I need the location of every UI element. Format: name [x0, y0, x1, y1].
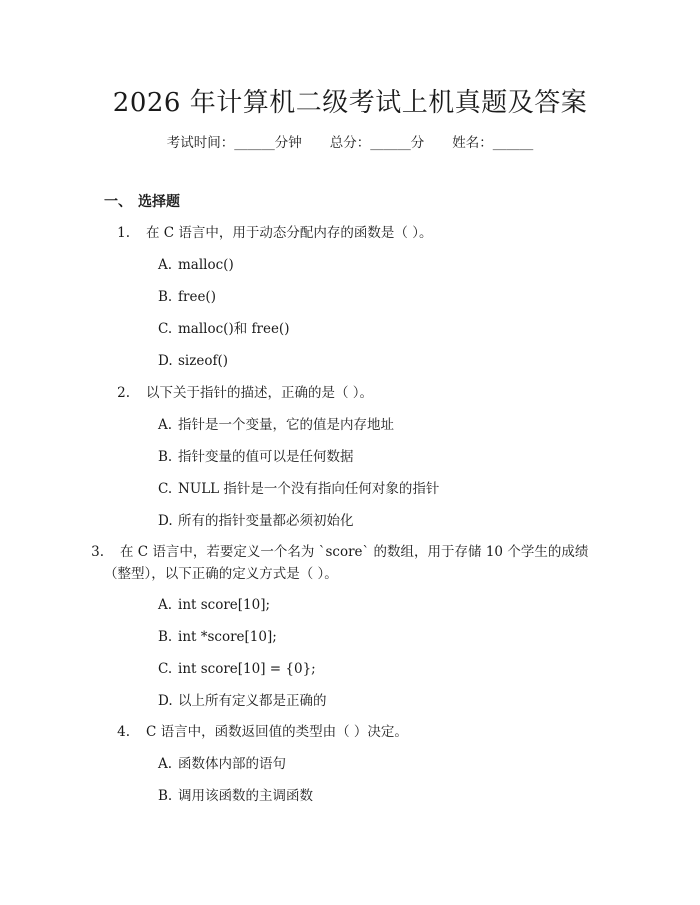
option-letter: B. [158, 629, 173, 645]
option-text: int score[10]; [178, 597, 271, 613]
option-letter: B. [158, 788, 173, 804]
option-letter: A. [158, 257, 173, 273]
question-text: C 语言中，函数返回值的类型由（ ）决定。 [146, 724, 408, 740]
option-text: 所有的指针变量都必须初始化 [178, 513, 354, 529]
question-number: 3. [91, 544, 104, 560]
option-4b [158, 785, 313, 807]
option-text: sizeof() [178, 353, 229, 369]
question-4 [104, 721, 624, 743]
section-number: 一、 [104, 194, 132, 210]
option-1b [158, 286, 216, 308]
question-number: 1. [117, 225, 130, 241]
option-3b [158, 626, 277, 648]
option-letter: C. [158, 481, 173, 497]
option-3d [158, 690, 327, 712]
option-3a [158, 594, 270, 616]
option-text: 函数体内部的语句 [178, 756, 286, 772]
option-text: 指针变量的值可以是任何数据 [178, 449, 354, 465]
option-2b [158, 446, 354, 468]
option-letter: C. [158, 661, 173, 677]
section-heading [104, 191, 180, 211]
option-2c [158, 478, 439, 500]
option-text: 调用该函数的主调函数 [178, 788, 313, 804]
question-text: 在 C 语言中，若要定义一个名为 `score` 的数组，用于存储 10 个学生的成绩（整型），以下正确的定义方式是（ ）。 [104, 544, 589, 582]
question-1 [104, 222, 624, 244]
question-3 [91, 541, 604, 585]
option-letter: A. [158, 597, 173, 613]
option-text: int score[10] = {0}; [178, 661, 316, 677]
option-text: malloc()和 free() [178, 321, 290, 337]
option-2d [158, 510, 354, 532]
question-2 [104, 382, 624, 404]
question-text: 在 C 语言中，用于动态分配内存的函数是（ ）。 [146, 225, 433, 241]
name-field: 姓名：______ [452, 135, 534, 151]
option-text: malloc() [178, 257, 234, 273]
option-letter: D. [158, 353, 173, 369]
option-1c [158, 318, 289, 340]
option-2a [158, 414, 394, 436]
option-3c [158, 658, 316, 680]
option-letter: C. [158, 321, 173, 337]
question-text: 以下关于指针的描述，正确的是（ ）。 [146, 385, 374, 401]
option-1d [158, 350, 228, 372]
option-text: 以上所有定义都是正确的 [178, 693, 327, 709]
option-text: free() [178, 289, 216, 305]
question-number: 2. [117, 385, 130, 401]
option-letter: D. [158, 693, 173, 709]
option-1a [158, 254, 234, 276]
option-letter: A. [158, 756, 173, 772]
total-score-field: 总分：______分 [329, 135, 425, 151]
question-number: 4. [117, 724, 130, 740]
option-text: 指针是一个变量，它的值是内存地址 [178, 417, 394, 433]
option-letter: B. [158, 449, 173, 465]
option-letter: B. [158, 289, 173, 305]
option-letter: A. [158, 417, 173, 433]
option-text: int *score[10]; [178, 629, 277, 645]
exam-time-field: 考试时间：______分钟 [166, 135, 302, 151]
exam-info-line [0, 131, 700, 151]
option-text: NULL 指针是一个没有指向任何对象的指针 [178, 481, 440, 497]
option-4a [158, 753, 286, 775]
option-letter: D. [158, 513, 173, 529]
document-title: 2026 年计算机二级考试上机真题及答案 [112, 88, 588, 118]
section-title: 选择题 [138, 194, 180, 210]
